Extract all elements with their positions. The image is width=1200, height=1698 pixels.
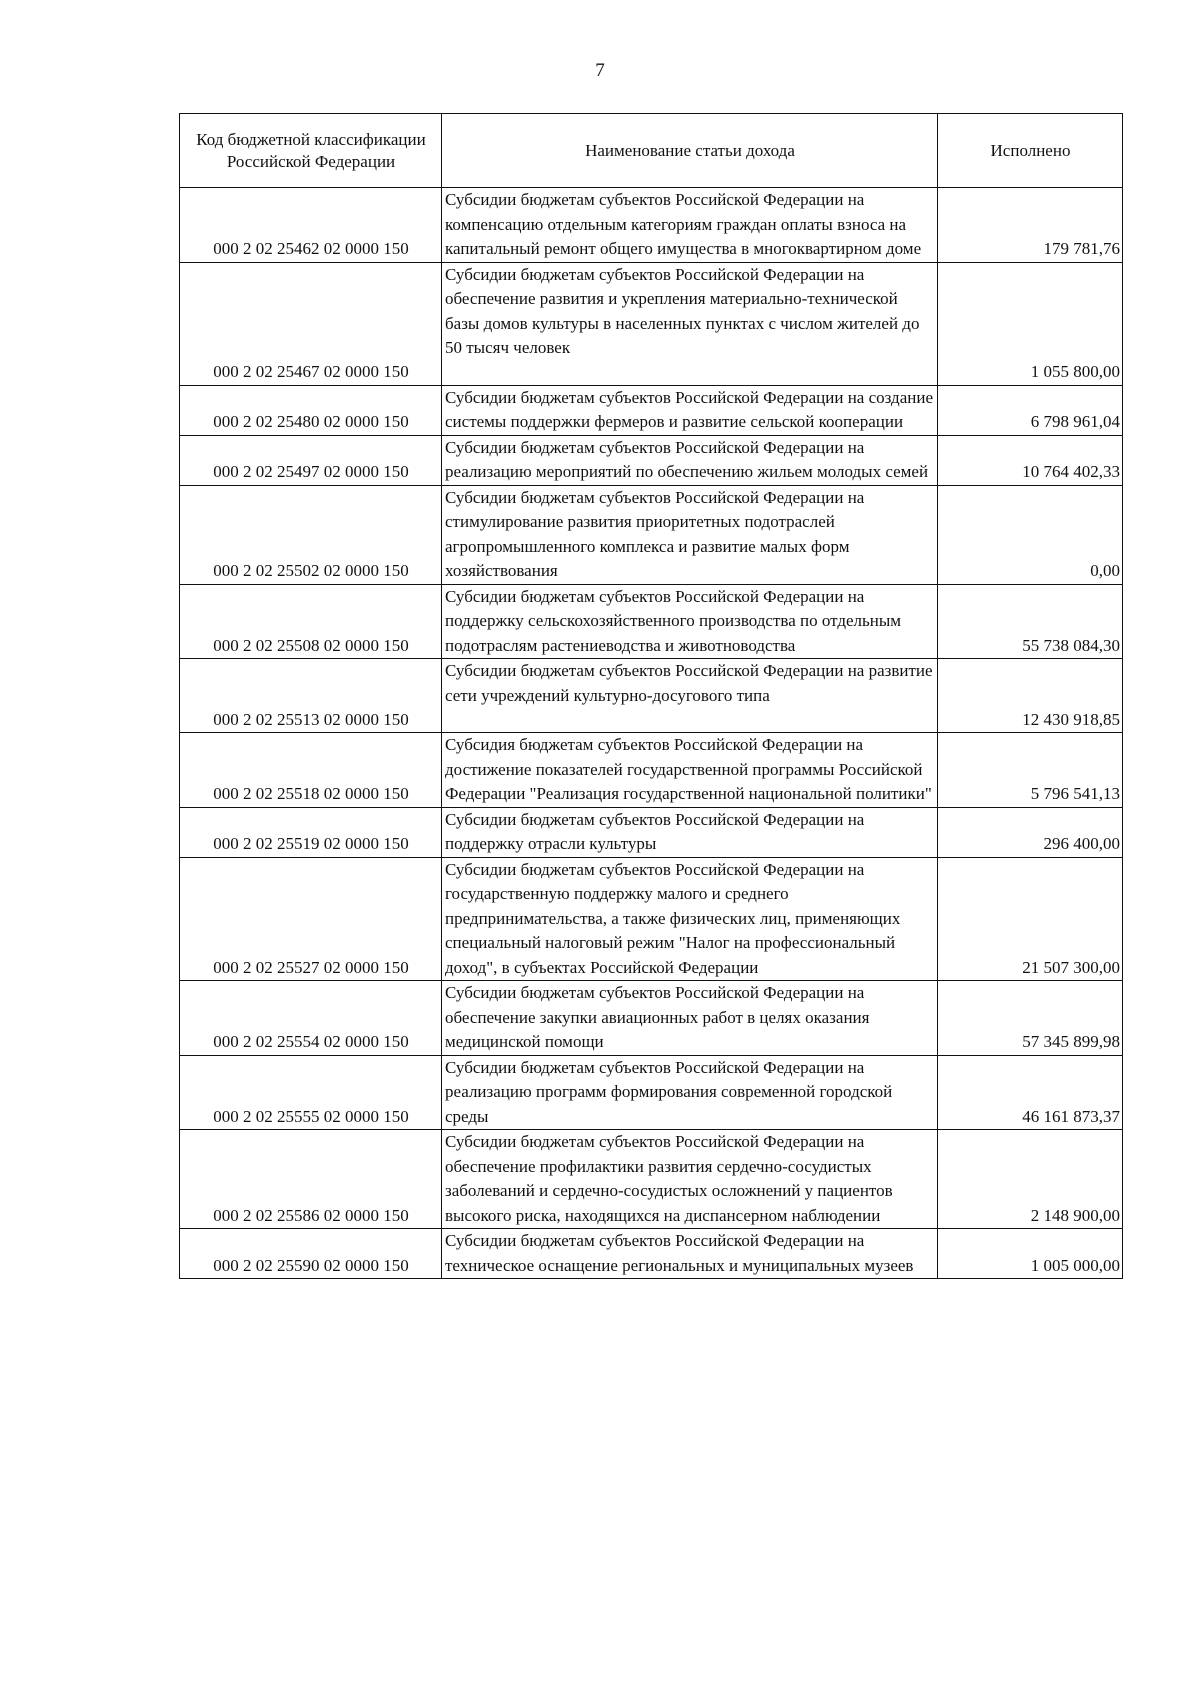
- table-row: [180, 435, 1123, 485]
- executed-amount: 0,00: [938, 485, 1123, 584]
- budget-code: 000 2 02 25497 02 0000 150: [180, 435, 442, 485]
- table-row: [180, 1055, 1123, 1130]
- executed-amount: 57 345 899,98: [938, 981, 1123, 1056]
- executed-amount: 6 798 961,04: [938, 385, 1123, 435]
- table-row: [180, 188, 1123, 263]
- table-row: [180, 857, 1123, 981]
- page-number: 7: [595, 60, 605, 81]
- revenue-item-name: Субсидии бюджетам субъектов Российской Федерации на реализацию мероприятий по обеспечению жильем молодых семей: [442, 435, 938, 485]
- revenue-item-name: Субсидии бюджетам субъектов Российской Федерации на техническое оснащение региональных и муниципальных музеев: [442, 1229, 938, 1279]
- budget-code: 000 2 02 25480 02 0000 150: [180, 385, 442, 435]
- budget-code: 000 2 02 25467 02 0000 150: [180, 262, 442, 385]
- executed-amount: 5 796 541,13: [938, 733, 1123, 808]
- revenue-table: [179, 113, 1123, 1279]
- revenue-item-name: Субсидии бюджетам субъектов Российской Федерации на реализацию программ формирования современной городской среды: [442, 1055, 938, 1130]
- executed-amount: 1 005 000,00: [938, 1229, 1123, 1279]
- executed-amount: 12 430 918,85: [938, 659, 1123, 733]
- table-row: [180, 584, 1123, 659]
- table-row: [180, 1130, 1123, 1229]
- revenue-item-name: Субсидии бюджетам субъектов Российской Федерации на государственную поддержку малого и среднего предпринимательства, а также физических лиц, применяющих специальный налоговый режим "Налог на профессиональный доход", в субъектах Российской Федерации: [442, 857, 938, 981]
- budget-code: 000 2 02 25513 02 0000 150: [180, 659, 442, 733]
- budget-code: 000 2 02 25519 02 0000 150: [180, 807, 442, 857]
- table-row: [180, 733, 1123, 808]
- executed-amount: 55 738 084,30: [938, 584, 1123, 659]
- header-amount: Исполнено: [938, 114, 1123, 188]
- revenue-item-name: Субсидии бюджетам субъектов Российской Федерации на поддержку сельскохозяйственного производства по отдельным подотраслям растениеводства и животноводства: [442, 584, 938, 659]
- executed-amount: 1 055 800,00: [938, 262, 1123, 385]
- revenue-item-name: Субсидии бюджетам субъектов Российской Федерации на развитие сети учреждений культурно-досугового типа: [442, 659, 938, 733]
- executed-amount: 179 781,76: [938, 188, 1123, 263]
- executed-amount: 46 161 873,37: [938, 1055, 1123, 1130]
- revenue-item-name: Субсидии бюджетам субъектов Российской Федерации на обеспечение развития и укрепления материально-технической базы домов культуры в населенных пунктах с числом жителей до 50 тысяч человек: [442, 262, 938, 385]
- header-name: Наименование статьи дохода: [442, 114, 938, 188]
- revenue-item-name: Субсидии бюджетам субъектов Российской Федерации на поддержку отрасли культуры: [442, 807, 938, 857]
- executed-amount: 2 148 900,00: [938, 1130, 1123, 1229]
- budget-code: 000 2 02 25518 02 0000 150: [180, 733, 442, 808]
- revenue-item-name: Субсидии бюджетам субъектов Российской Федерации на обеспечение профилактики развития сердечно-сосудистых заболеваний и сердечно-сосудистых осложнений у пациентов высокого риска, находящихся на диспансерном наблюдении: [442, 1130, 938, 1229]
- executed-amount: 21 507 300,00: [938, 857, 1123, 981]
- table-row: [180, 262, 1123, 385]
- table-row: [180, 807, 1123, 857]
- header-code: Код бюджетной классификации Российской Федерации: [180, 114, 442, 188]
- table-row: [180, 659, 1123, 733]
- budget-code: 000 2 02 25590 02 0000 150: [180, 1229, 442, 1279]
- budget-code: 000 2 02 25554 02 0000 150: [180, 981, 442, 1056]
- revenue-item-name: Субсидии бюджетам субъектов Российской Федерации на обеспечение закупки авиационных работ в целях оказания медицинской помощи: [442, 981, 938, 1056]
- revenue-item-name: Субсидии бюджетам субъектов Российской Федерации на создание системы поддержки фермеров и развитие сельской кооперации: [442, 385, 938, 435]
- budget-code: 000 2 02 25586 02 0000 150: [180, 1130, 442, 1229]
- table-row: [180, 981, 1123, 1056]
- budget-code: 000 2 02 25462 02 0000 150: [180, 188, 442, 263]
- table-row: [180, 385, 1123, 435]
- revenue-item-name: Субсидия бюджетам субъектов Российской Федерации на достижение показателей государственной программы Российской Федерации "Реализация государственной национальной политики": [442, 733, 938, 808]
- budget-code: 000 2 02 25555 02 0000 150: [180, 1055, 442, 1130]
- budget-code: 000 2 02 25527 02 0000 150: [180, 857, 442, 981]
- budget-code: 000 2 02 25508 02 0000 150: [180, 584, 442, 659]
- revenue-item-name: Субсидии бюджетам субъектов Российской Федерации на компенсацию отдельным категориям граждан оплаты взноса на капитальный ремонт общего имущества в многоквартирном доме: [442, 188, 938, 263]
- revenue-item-name: Субсидии бюджетам субъектов Российской Федерации на стимулирование развития приоритетных подотраслей агропромышленного комплекса и развитие малых форм хозяйствования: [442, 485, 938, 584]
- table-row: [180, 1229, 1123, 1279]
- executed-amount: 296 400,00: [938, 807, 1123, 857]
- table-row: [180, 485, 1123, 584]
- executed-amount: 10 764 402,33: [938, 435, 1123, 485]
- budget-code: 000 2 02 25502 02 0000 150: [180, 485, 442, 584]
- table-header-row: [180, 114, 1123, 188]
